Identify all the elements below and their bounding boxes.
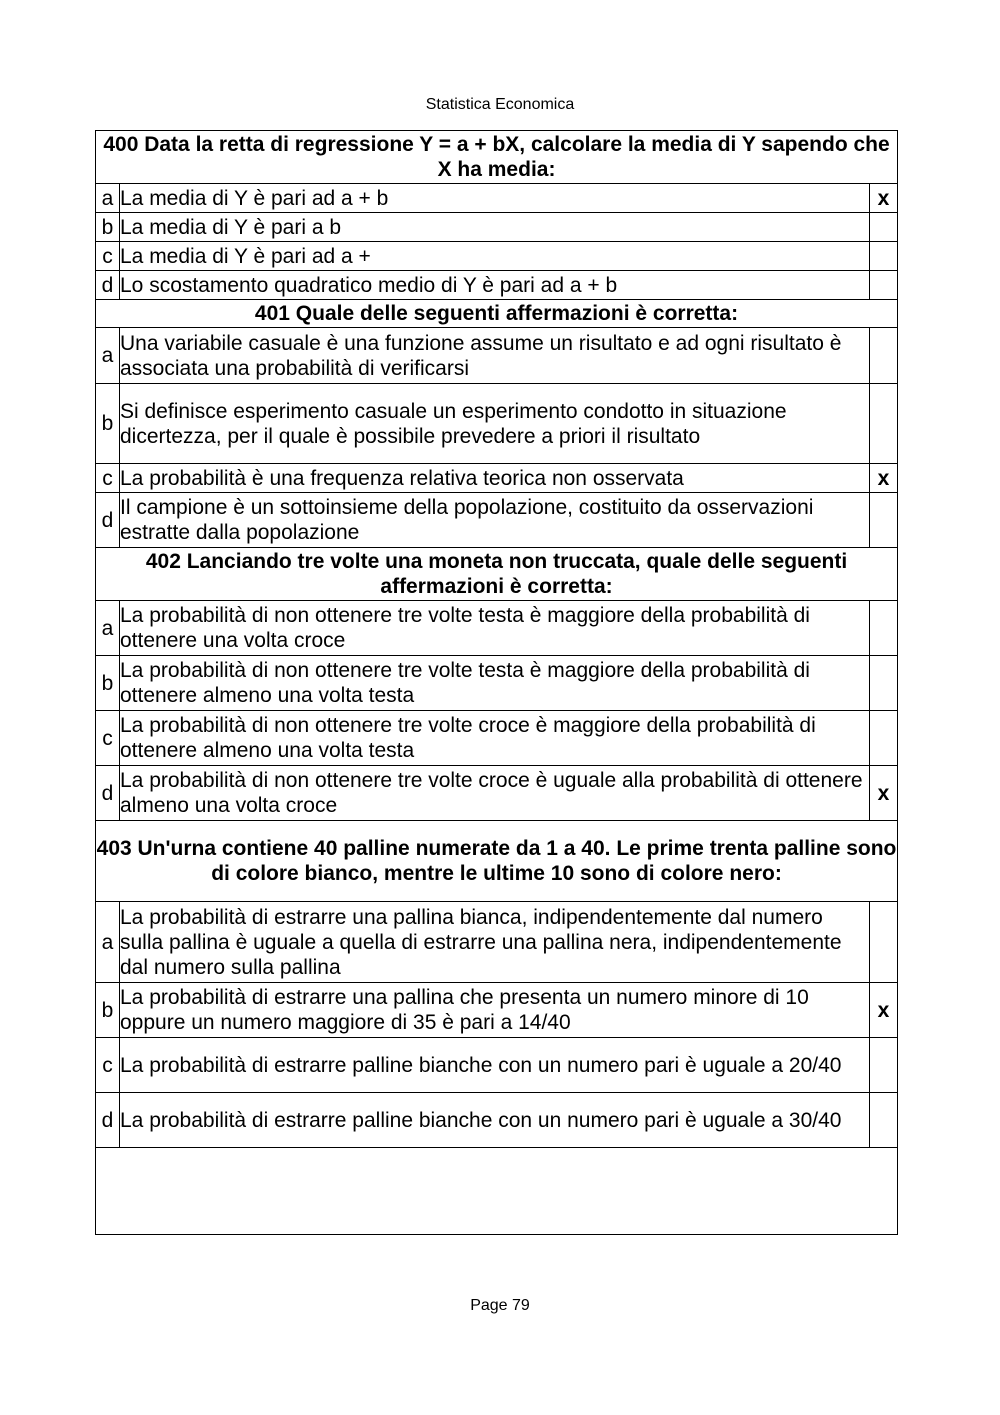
answer-text: La probabilità di non ottenere tre volte testa è maggiore della probabilità di ottenere almeno una volta testa bbox=[120, 656, 870, 711]
question-title: 402 Lanciando tre volte una moneta non truccata, quale delle seguenti affermazioni è corretta: bbox=[96, 548, 898, 601]
answer-text: La probabilità di non ottenere tre volte croce è uguale alla probabilità di ottenere almeno una volta croce bbox=[120, 766, 870, 821]
question-title: 403 Un'urna contiene 40 palline numerate da 1 a 40. Le prime trenta palline sono di colore bianco, mentre le ultime 10 sono di colore nero: bbox=[96, 821, 898, 902]
question-title: 400 Data la retta di regressione Y = a + bX, calcolare la media di Y sapendo che X ha media: bbox=[96, 131, 898, 184]
correct-mark: x bbox=[870, 766, 898, 821]
answer-text: Il campione è un sottoinsieme della popolazione, costituito da osservazioni estratte dalla popolazione bbox=[120, 493, 870, 548]
correct-mark bbox=[870, 493, 898, 548]
page-header: Statistica Economica bbox=[425, 96, 575, 113]
correct-mark bbox=[870, 601, 898, 656]
answer-row bbox=[96, 213, 898, 242]
answer-row bbox=[96, 1038, 898, 1093]
correct-mark bbox=[870, 656, 898, 711]
correct-mark bbox=[870, 328, 898, 384]
question-row bbox=[96, 821, 898, 902]
answer-row bbox=[96, 493, 898, 548]
answer-text: La probabilità di estrarre una pallina che presenta un numero minore di 10 oppure un numero maggiore di 35 è pari a 14/40 bbox=[120, 983, 870, 1038]
answer-row bbox=[96, 184, 898, 213]
answer-text: La probabilità di estrarre palline bianche con un numero pari è uguale a 30/40 bbox=[120, 1093, 870, 1148]
answer-row bbox=[96, 601, 898, 656]
answer-text: La probabilità di non ottenere tre volte testa è maggiore della probabilità di ottenere una volta croce bbox=[120, 601, 870, 656]
question-row bbox=[96, 131, 898, 184]
answer-row bbox=[96, 766, 898, 821]
answer-letter: c bbox=[96, 242, 120, 271]
correct-mark bbox=[870, 271, 898, 300]
correct-mark bbox=[870, 1093, 898, 1148]
answer-letter: a bbox=[96, 184, 120, 213]
answer-letter: b bbox=[96, 983, 120, 1038]
answer-row bbox=[96, 656, 898, 711]
answer-row bbox=[96, 271, 898, 300]
answer-letter: c bbox=[96, 1038, 120, 1093]
question-row bbox=[96, 300, 898, 328]
answer-text: La probabilità di estrarre palline bianche con un numero pari è uguale a 20/40 bbox=[120, 1038, 870, 1093]
answer-row bbox=[96, 902, 898, 983]
correct-mark bbox=[870, 902, 898, 983]
correct-mark bbox=[870, 213, 898, 242]
answer-row bbox=[96, 328, 898, 384]
answer-text: Lo scostamento quadratico medio di Y è pari ad a + b bbox=[120, 271, 870, 300]
answer-letter: c bbox=[96, 464, 120, 493]
correct-mark bbox=[870, 711, 898, 766]
answer-text: La media di Y è pari ad a + bbox=[120, 242, 870, 271]
answer-letter: a bbox=[96, 902, 120, 983]
answer-letter: d bbox=[96, 493, 120, 548]
empty-cell bbox=[96, 1148, 898, 1235]
answer-text: La probabilità è una frequenza relativa teorica non osservata bbox=[120, 464, 870, 493]
correct-mark: x bbox=[870, 184, 898, 213]
answer-row bbox=[96, 1093, 898, 1148]
answer-letter: b bbox=[96, 656, 120, 711]
answer-row bbox=[96, 384, 898, 464]
answer-text: La probabilità di estrarre una pallina bianca, indipendentemente dal numero sulla pallina è uguale a quella di estrarre una pallina nera, indipendentemente dal numero sulla pallina bbox=[120, 902, 870, 983]
correct-mark: x bbox=[870, 464, 898, 493]
correct-mark: x bbox=[870, 983, 898, 1038]
answer-row bbox=[96, 711, 898, 766]
empty-row bbox=[96, 1148, 898, 1235]
answer-row bbox=[96, 242, 898, 271]
correct-mark bbox=[870, 1038, 898, 1093]
answer-letter: c bbox=[96, 711, 120, 766]
answer-text: Si definisce esperimento casuale un esperimento condotto in situazione dicertezza, per il quale è possibile prevedere a priori il risultato bbox=[120, 384, 870, 464]
correct-mark bbox=[870, 384, 898, 464]
answer-row bbox=[96, 983, 898, 1038]
answer-text: La media di Y è pari ad a + b bbox=[120, 184, 870, 213]
answer-letter: a bbox=[96, 328, 120, 384]
answer-letter: d bbox=[96, 1093, 120, 1148]
answer-letter: a bbox=[96, 601, 120, 656]
page-number: Page 79 bbox=[470, 1297, 530, 1314]
answer-text: La probabilità di non ottenere tre volte croce è maggiore della probabilità di ottenere almeno una volta testa bbox=[120, 711, 870, 766]
correct-mark bbox=[870, 242, 898, 271]
answer-letter: d bbox=[96, 766, 120, 821]
answer-letter: b bbox=[96, 213, 120, 242]
answer-letter: b bbox=[96, 384, 120, 464]
question-row bbox=[96, 548, 898, 601]
answer-row bbox=[96, 464, 898, 493]
question-title: 401 Quale delle seguenti affermazioni è corretta: bbox=[96, 300, 898, 328]
answer-text: La media di Y è pari a b bbox=[120, 213, 870, 242]
answer-letter: d bbox=[96, 271, 120, 300]
quiz-table bbox=[95, 130, 898, 1235]
answer-text: Una variabile casuale è una funzione assume un risultato e ad ogni risultato è associata una probabilità di verificarsi bbox=[120, 328, 870, 384]
